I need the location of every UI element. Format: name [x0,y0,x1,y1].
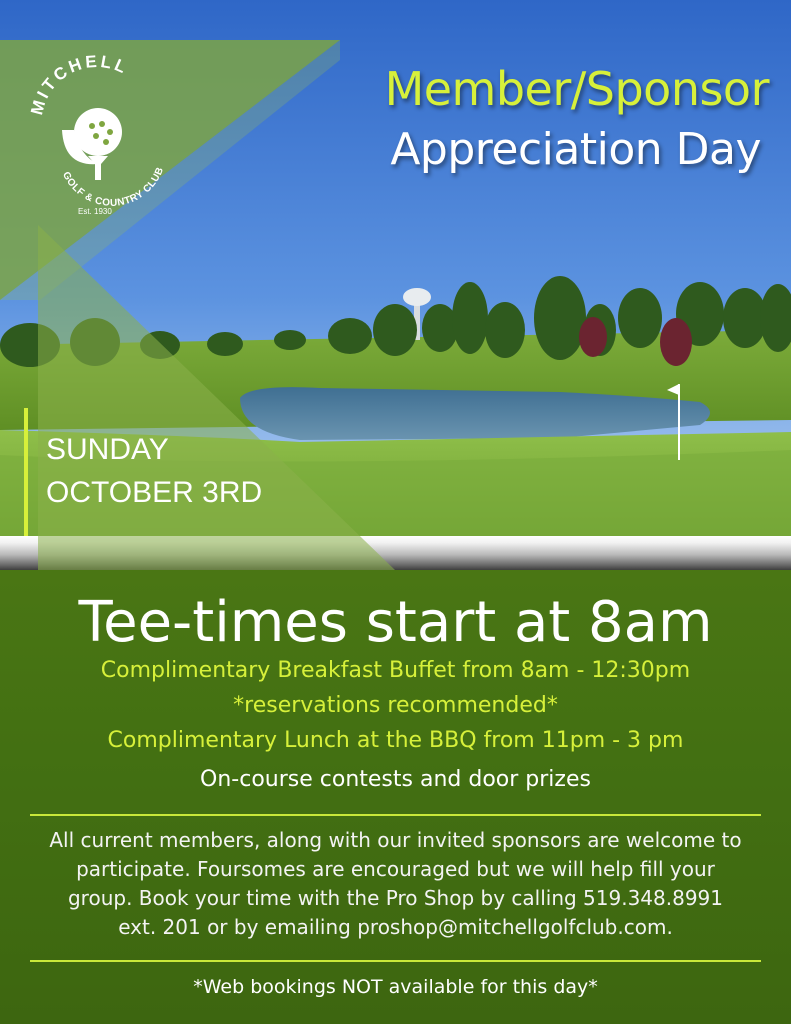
event-day: SUNDAY [46,433,169,466]
svg-text:MITCHELL [27,52,131,117]
reservations-note: *reservations recommended* [233,693,558,718]
logo-club-subtitle: GOLF & COUNTRY CLUB [59,165,167,209]
details-line: group. Book your time with the Pro Shop by calling 519.348.8991 [67,886,724,910]
details-line: participate. Foursomes are encouraged but we will help fill your [76,857,715,881]
event-date: OCTOBER 3RD [46,476,263,509]
details-line: ext. 201 or by emailing proshop@mitchellgolfclub.com. [118,915,673,939]
headline-line2: Appreciation Day [390,124,761,175]
logo-established: Est. 1930 [78,207,112,216]
lunch-info: Complimentary Lunch at the BBQ from 11pm - 3 pm [107,728,684,753]
divider-top [30,814,761,816]
svg-text:GOLF & COUNTRY CLUB [60,166,166,209]
tee-times-heading: Tee-times start at 8am [78,590,713,655]
club-logo [22,52,172,222]
breakfast-info: Complimentary Breakfast Buffet from 8am - 12:30pm [100,658,691,683]
golf-ball-icon [62,108,122,180]
headline-line1: Member/Sponsor [384,62,769,116]
web-booking-note: *Web bookings NOT available for this day* [193,976,598,998]
date-accent-bar [24,408,28,536]
contests-info: On-course contests and door prizes [200,767,591,792]
details-text [0,826,791,942]
divider-bottom [30,960,761,962]
logo-club-name: MITCHELL [27,52,132,117]
details-line: All current members, along with our invited sponsors are welcome to [49,828,742,852]
